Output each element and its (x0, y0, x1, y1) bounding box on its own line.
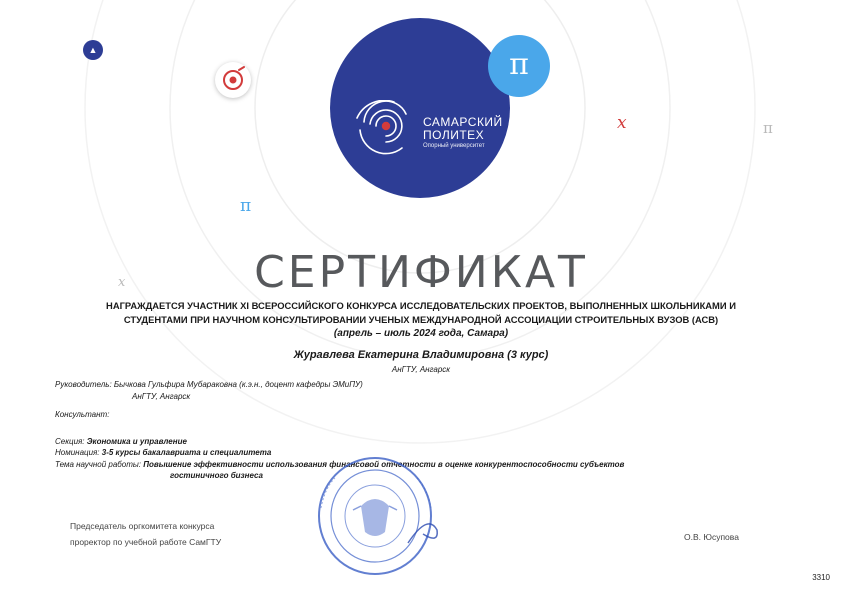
triangle-badge-icon: ▲ (83, 40, 103, 60)
supervisor-label: Руководитель: (55, 380, 112, 389)
supervisor-row (55, 380, 363, 389)
recipient-name: Журавлева Екатерина Владимировна (3 курс) (293, 349, 549, 361)
orbit-emblem-icon (354, 100, 424, 156)
pi-small-blue-icon: π (240, 196, 252, 216)
topic-label: Тема научной работы: (55, 460, 142, 469)
logo-name-line2: ПОЛИТЕХ (423, 128, 485, 142)
x-gray-icon: x (118, 275, 126, 290)
supervisor-value: Бычкова Гульфира Мубараковна (к.э.н., доцент кафедры ЭМиПУ) (113, 380, 363, 389)
logo-wordmark (423, 116, 503, 151)
certificate-number: 3310 (812, 573, 830, 582)
award-line-2: СТУДЕНТАМИ ПРИ НАУЧНОМ КОНСУЛЬТИРОВАНИИ УЧЕНЫХ МЕЖДУНАРОДНОЙ АССОЦИАЦИИ СТРОИТЕЛЬНЫХ ВУЗОВ (АСВ) (123, 314, 719, 325)
pi-badge-icon: π (488, 35, 550, 97)
certificate-title: СЕРТИФИКАТ (254, 247, 588, 298)
consultant-label: Консультант: (55, 410, 110, 419)
section-label: Секция: (55, 437, 85, 446)
nomination-value: 3-5 курсы бакалавриата и специалитета (101, 448, 272, 457)
award-dates: (апрель – июль 2024 года, Самара) (333, 328, 509, 339)
recipient-institution: АнГТУ, Ангарск (391, 365, 451, 374)
signatory-name: О.В. Юсупова (684, 532, 739, 542)
nomination-row (55, 448, 271, 457)
supervisor-institution: АнГТУ, Ангарск (132, 392, 191, 401)
award-line-1: НАГРАЖДАЕТСЯ УЧАСТНИК XI ВСЕРОССИЙСКОГО КОНКУРСА ИССЛЕДОВАТЕЛЬСКИХ ПРОЕКТОВ, ВЫПОЛНЕННЫХ ШКОЛЬНИКАМИ И (106, 300, 736, 311)
samara-polytech-logo (330, 18, 510, 198)
logo-name-line1: САМАРСКИЙ (423, 115, 503, 129)
chair-title-line1: Председатель оргкомитета конкурса (70, 521, 215, 531)
section-value: Экономика и управление (86, 437, 187, 446)
nomination-label: Номинация: (55, 448, 100, 457)
target-badge-icon (215, 62, 251, 98)
award-statement (60, 299, 782, 341)
chair-title-line2: проректор по учебной работе СамГТУ (70, 537, 222, 547)
section-row (55, 437, 187, 446)
topic-value-line1: Повышение эффективности использования финансовой отчетности в оценке конкурентоспособности субъектов (143, 460, 625, 469)
official-stamp-icon (313, 448, 443, 580)
topic-value-line2: гостиничного бизнеса (170, 471, 263, 480)
logo-tagline: Опорный университет (423, 143, 485, 149)
pi-small-gray-icon: π (763, 119, 773, 137)
x-red-icon: x (617, 113, 627, 133)
